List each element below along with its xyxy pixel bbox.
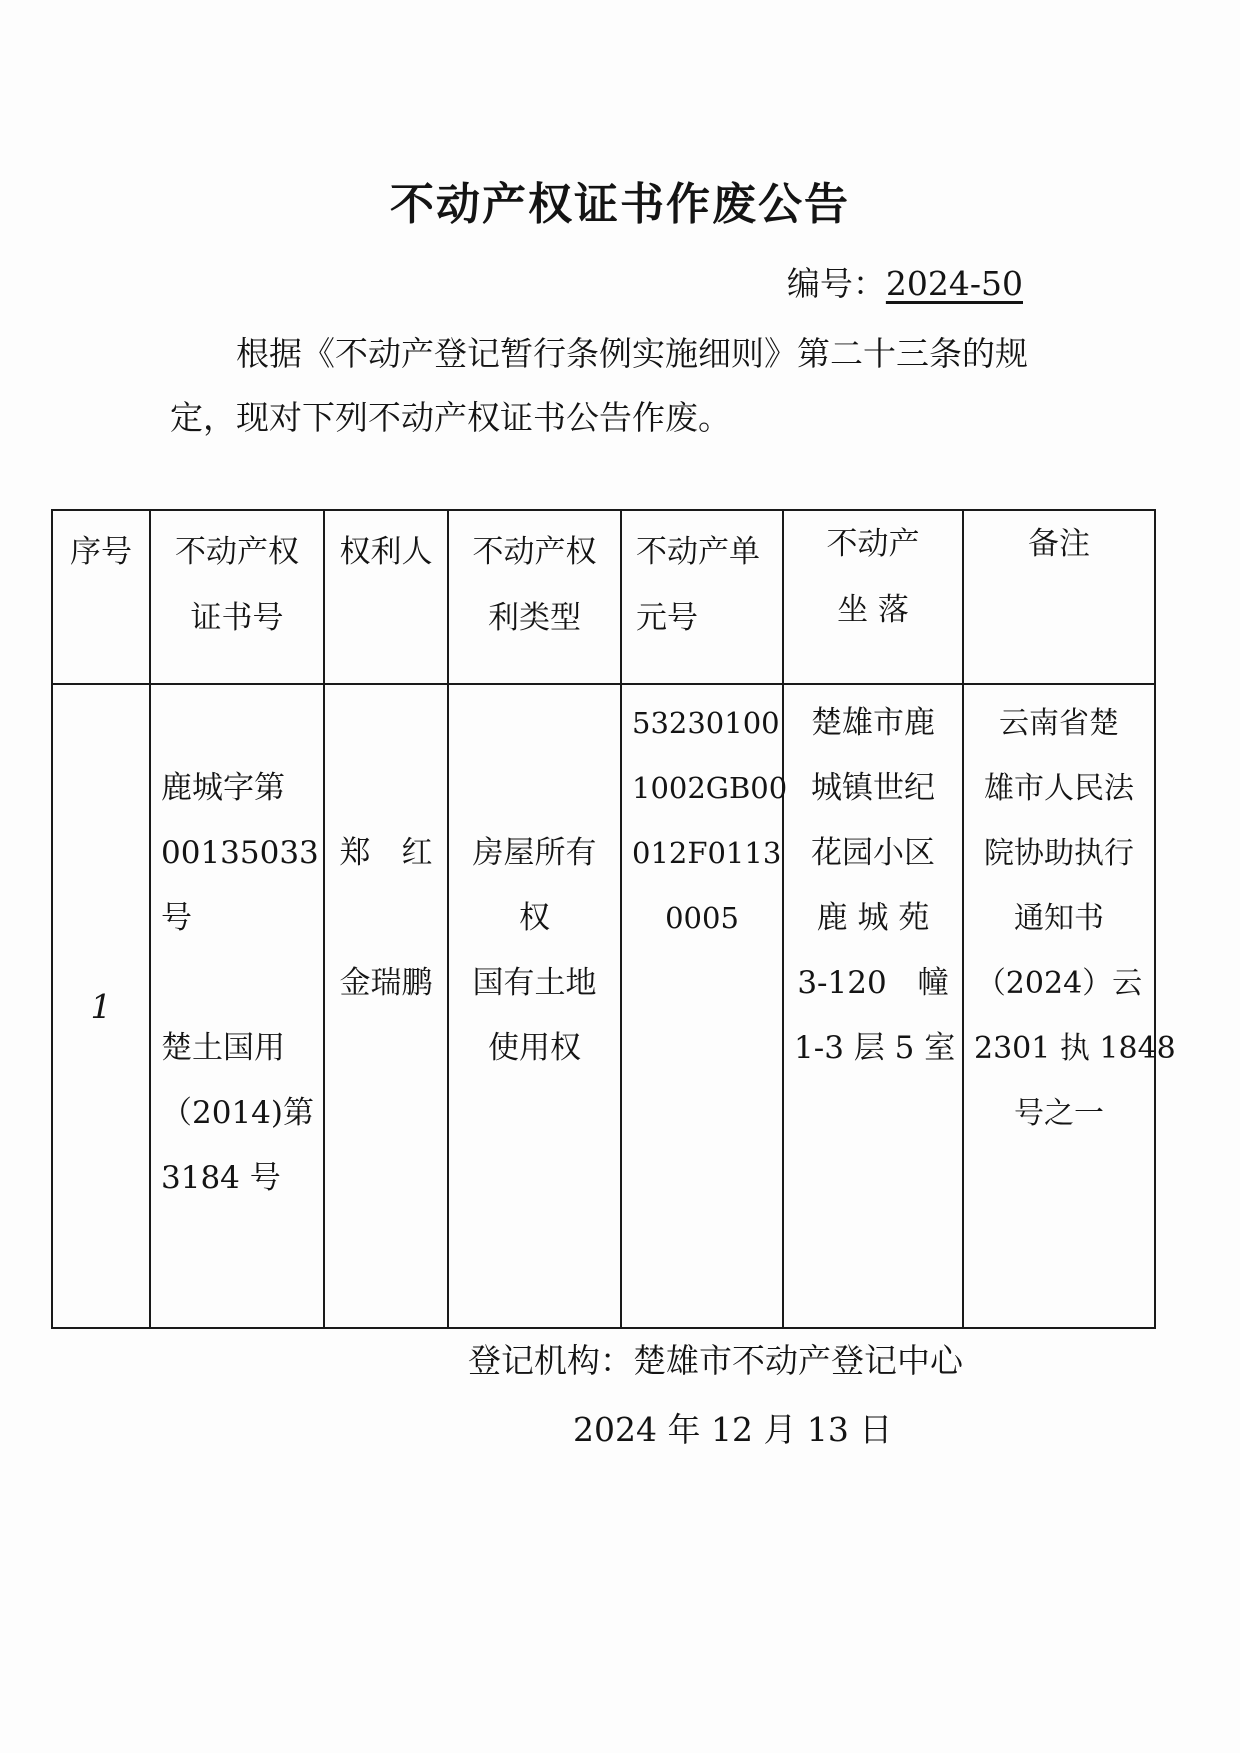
- cell-holder: 郑 红 金瑞鹏: [324, 684, 448, 1328]
- table-row: [52, 684, 1155, 1328]
- cell-right-type: 房屋所有 权 国有土地 使用权: [448, 684, 621, 1328]
- issue-date: 2024 年 12 月 13 日: [573, 1410, 893, 1449]
- serial-label: 编号：: [786, 264, 886, 303]
- intro-line-2: 定，现对下列不动产权证书公告作废。: [170, 398, 731, 437]
- cell-seq: 1: [52, 684, 150, 1328]
- header-cert-number: 不动产权 证书号: [150, 510, 324, 684]
- table-header-row: [52, 510, 1155, 684]
- header-note: 备注: [963, 510, 1155, 684]
- intro-line-1: 根据《不动产登记暂行条例实施细则》第二十三条的规: [236, 334, 1028, 373]
- cell-note: 云南省楚 雄市人民法 院协助执行 通知书 （2024）云 2301 执 1848 号之一: [963, 684, 1155, 1328]
- document-title: 不动产权证书作废公告: [390, 179, 850, 230]
- cell-cert-number: 鹿城字第 00135033 号 楚土国用 （2014)第 3184 号: [150, 684, 324, 1328]
- header-unit-number: 不动产单 元号: [621, 510, 783, 684]
- intro-paragraph: [170, 322, 1050, 450]
- header-seq: 序号: [52, 510, 150, 684]
- certificate-table: [51, 509, 1176, 1329]
- registration-authority: 登记机构：楚雄市不动产登记中心: [468, 1341, 963, 1380]
- cell-unit-number: 53230100 1002GB00 012F0113 0005: [621, 684, 783, 1328]
- header-location: 不动产 坐 落: [783, 510, 963, 684]
- serial-value: 2024-50: [885, 264, 1023, 303]
- cell-location: 楚雄市鹿 城镇世纪 花园小区 鹿 城 苑 3-120 幢 1-3 层 5 室: [783, 684, 963, 1328]
- header-holder: 权利人: [324, 510, 448, 684]
- serial-number: [787, 258, 1023, 305]
- header-right-type: 不动产权 利类型: [448, 510, 621, 684]
